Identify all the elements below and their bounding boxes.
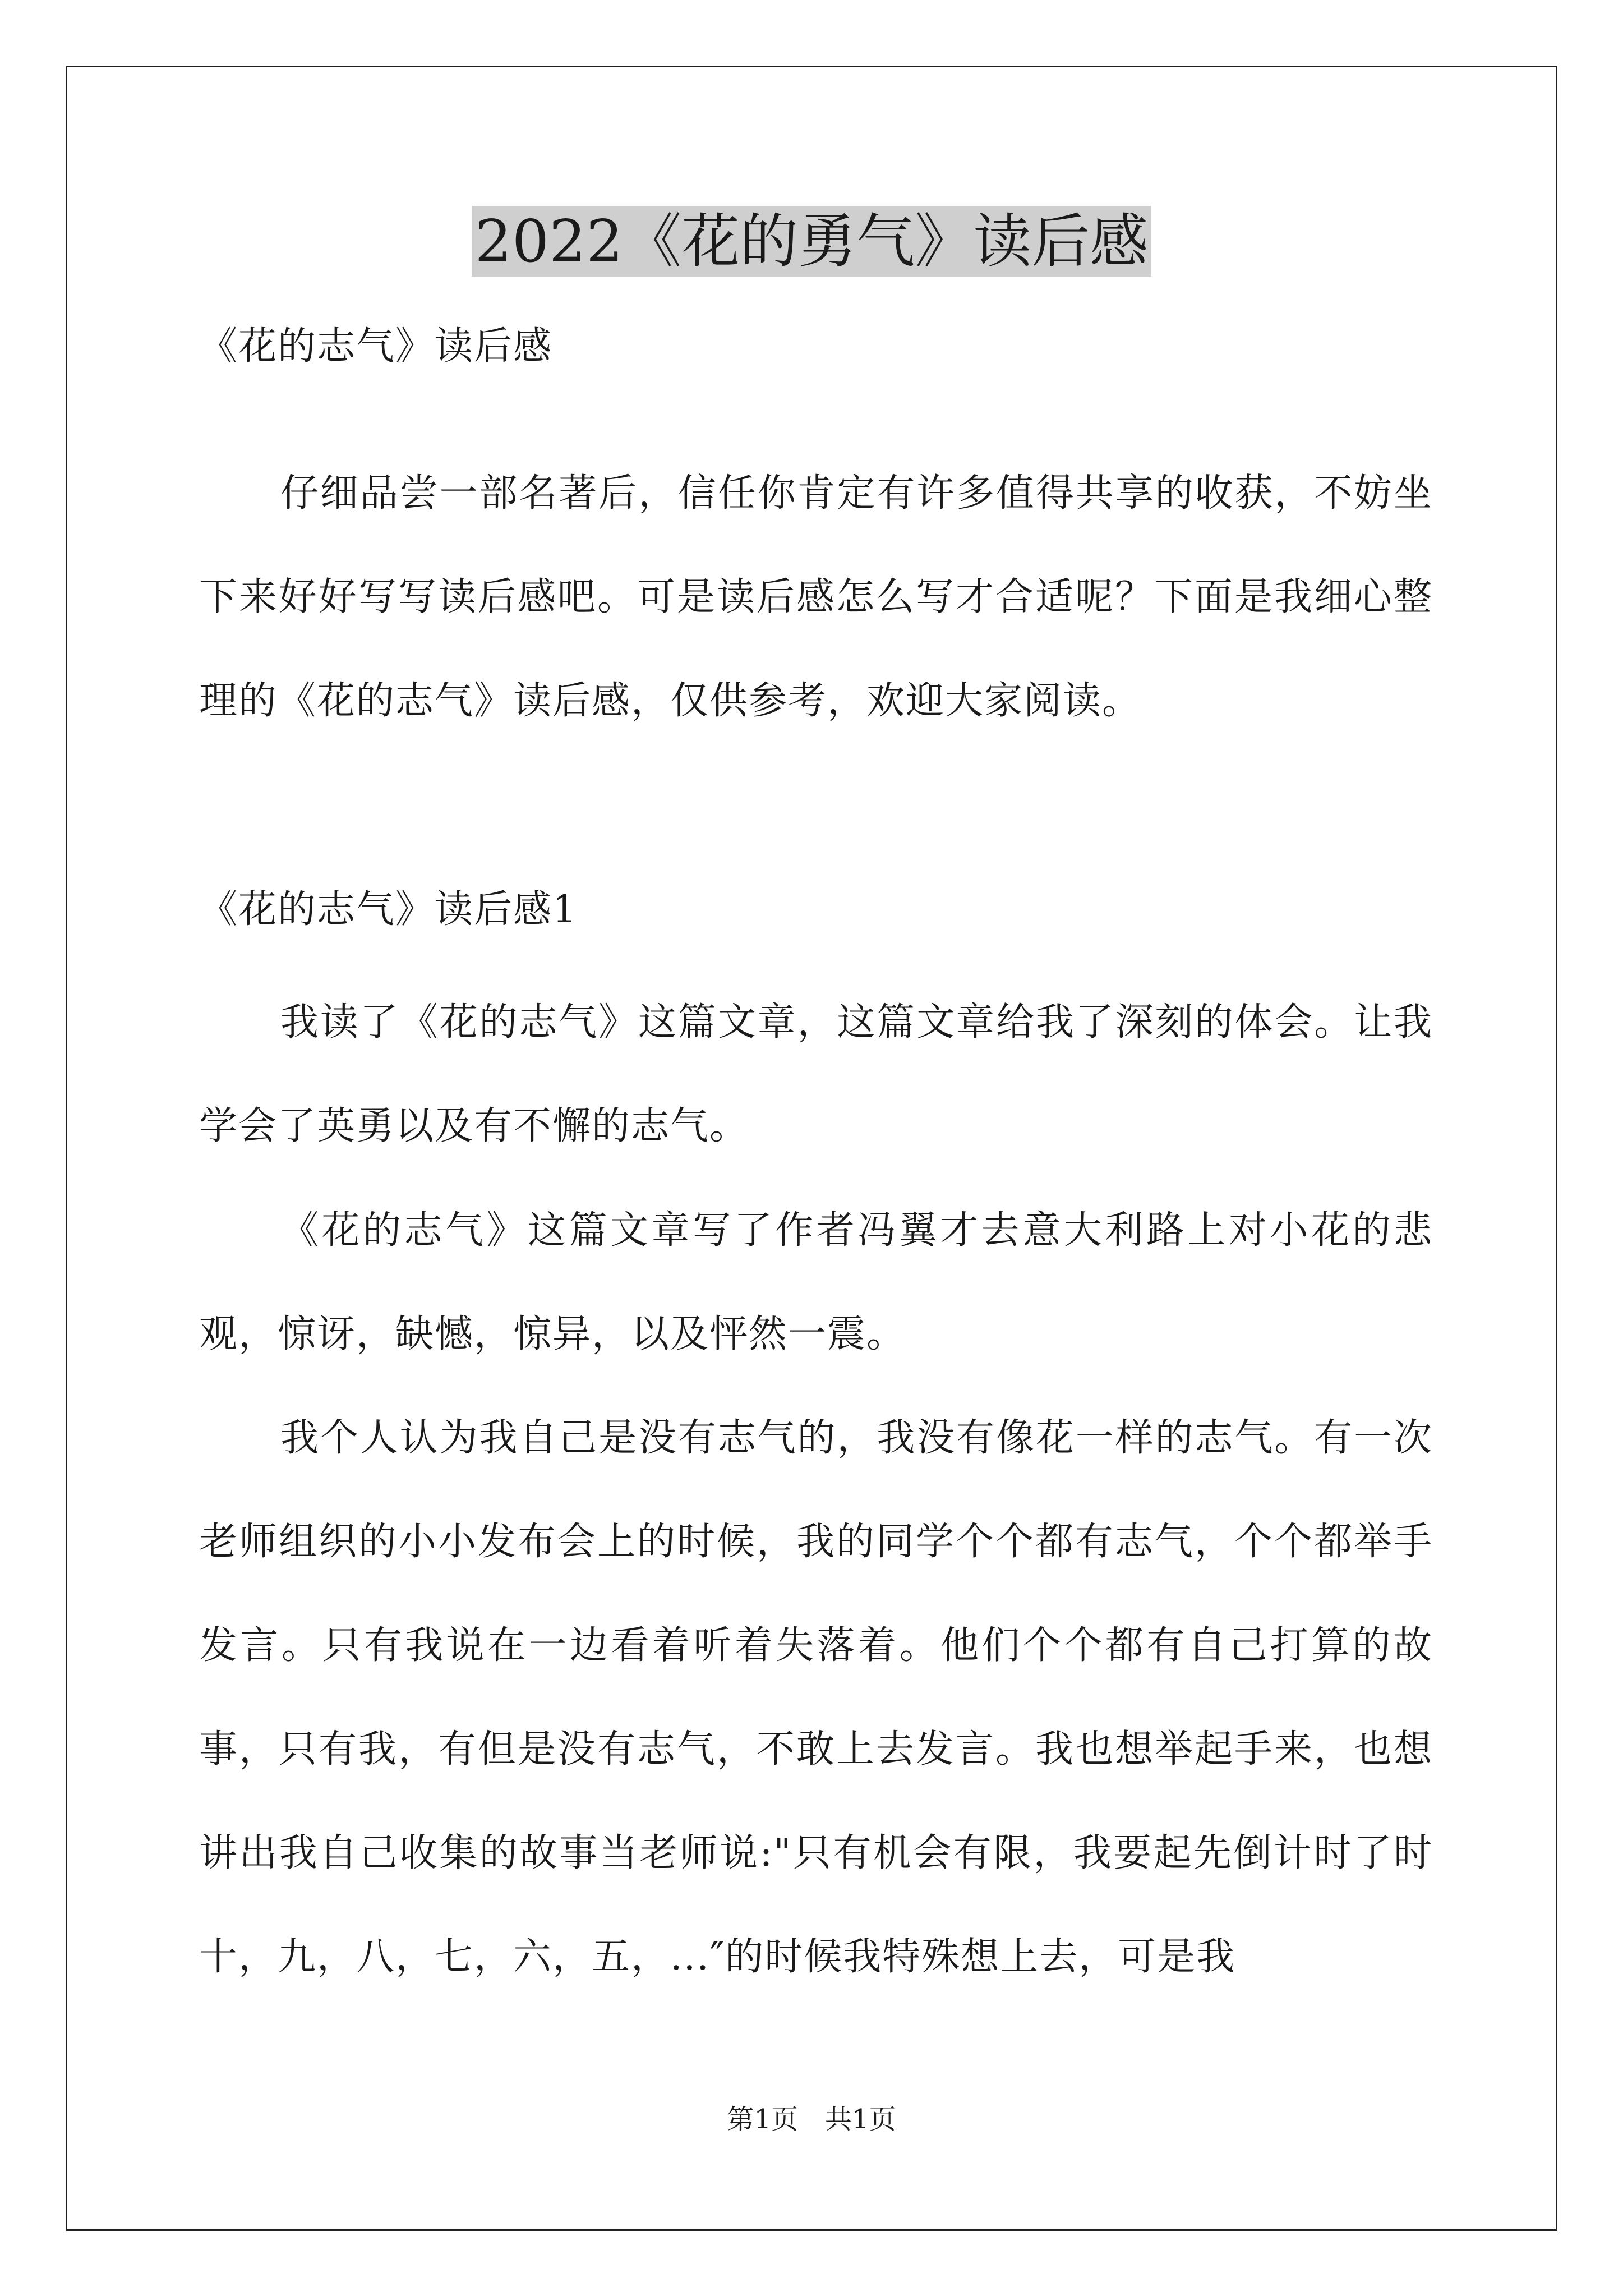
section-heading: 《花的志气》读后感1 xyxy=(199,887,578,932)
document-subtitle: 《花的志气》读后感 xyxy=(199,324,553,369)
document-title: 2022《花的勇气》读后感 xyxy=(0,202,1623,280)
page-footer: 第1页 共1页 xyxy=(727,2104,896,2135)
intro-paragraph: 仔细品尝一部名著后，信任你肯定有许多值得共享的收获，不妨坐下来好好写写读后感吧。可是读后感怎么写才合适呢？下面是我细心整理的《花的志气》读后感，仅供参考，欢迎大家阅读。 xyxy=(199,471,1433,723)
body-paragraph-2: 《花的志气》这篇文章写了作者冯翼才去意大利路上对小花的悲观，惊讶，缺憾，惊异，以及怦然一震。 xyxy=(199,1208,1433,1356)
body-paragraph-1: 我读了《花的志气》这篇文章，这篇文章给我了深刻的体会。让我学会了英勇以及有不懈的志气。 xyxy=(199,1000,1433,1148)
body-paragraph-3: 我个人认为我自己是没有志气的，我没有像花一样的志气。有一次老师组织的小小发布会上的时候，我的同学个个都有志气，个个都举手发言。只有我说在一边看着听着失落着。他们个个都有自己打算的故事，只有我，有但是没有志气，不敢上去发言。我也想举起手来，也想讲出我自己收集的故事当老师说:"只有机会有限，我要起先倒计时了时十，九，八，七，六，五，...″的时候我特殊想上去，可是我 xyxy=(199,1416,1433,1979)
